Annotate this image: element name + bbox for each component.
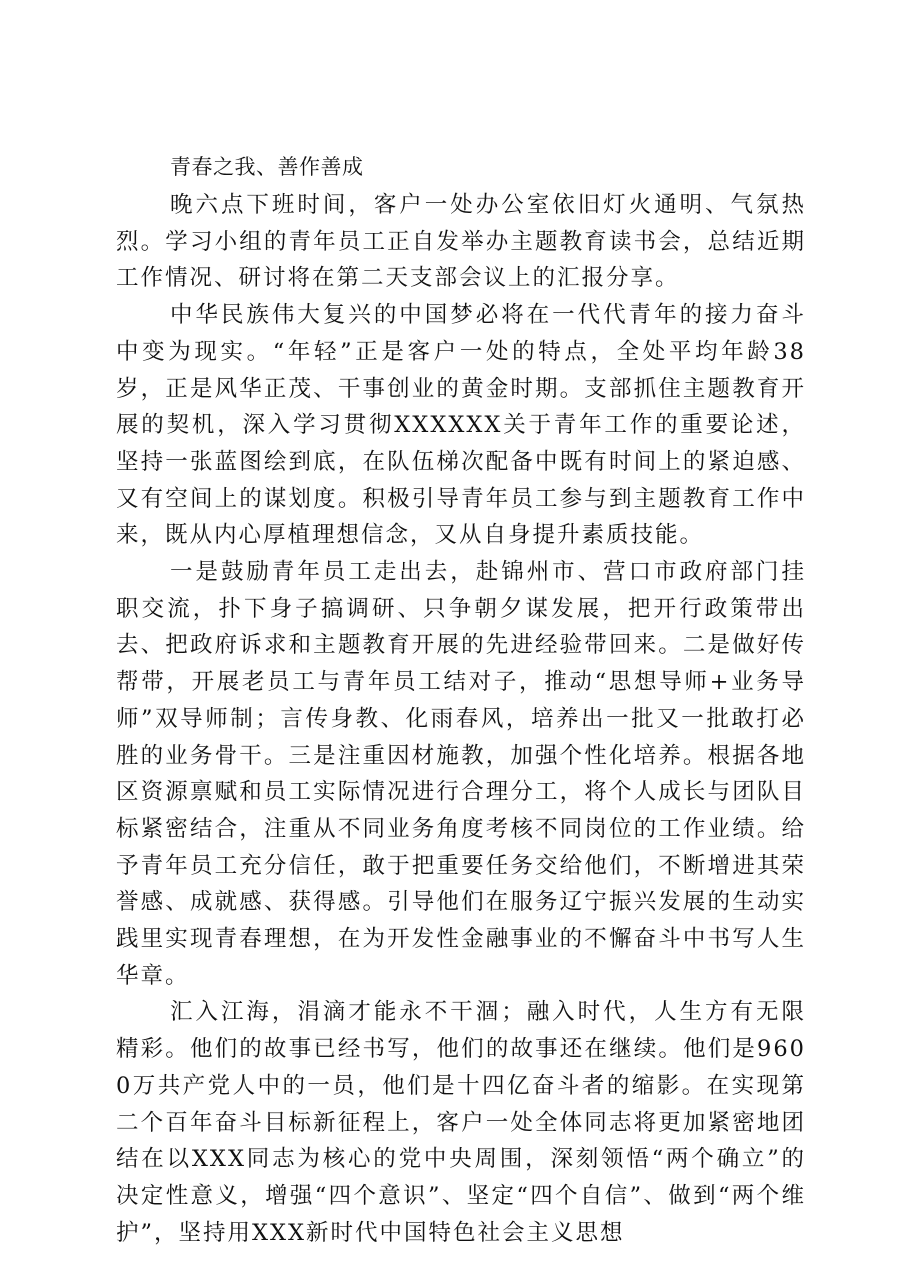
paragraph-2: 中华民族伟大复兴的中国梦必将在一代代青年的接力奋斗中变为现实。“年轻”正是客户一处的特点，全处平均年龄38岁，正是风华正茂、干事创业的黄金时期。支部抓住主题教育开展的契机，深入学习贯彻XXXXXX关于青年工作的重要论述，坚持一张蓝图绘到底，在队伍梯次配备中既有时间上的紧迫感、又有空间上的谋划度。积极引导青年员工参与到主题教育工作中来，既从内心厚植理想信念，又从自身提升素质技能。 (116, 302, 806, 549)
document-title: 青春之我、善作善成 (170, 155, 364, 179)
document-body (116, 150, 806, 1251)
paragraph-4: 汇入江海，涓滴才能永不干涸；融入时代，人生方有无限精彩。他们的故事已经书写，他们的故事还在继续。他们是9600万共产党人中的一员，他们是十四亿奋斗者的缩影。在实现第二个百年奋斗目标新征程上，客户一处全体同志将更加紧密地团结在以XXX同志为核心的党中央周围，深刻领悟“两个确立”的决定性意义，增强“四个意识”、坚定“四个自信”、做到“两个维护”，坚持用XXX新时代中国特色社会主义思想 (116, 999, 806, 1246)
paragraph-1: 晚六点下班时间，客户一处办公室依旧灯火通明、气氛热烈。学习小组的青年员工正自发举办主题教育读书会，总结近期工作情况、研讨将在第二天支部会议上的汇报分享。 (116, 192, 806, 292)
paragraph-3: 一是鼓励青年员工走出去，赴锦州市、营口市政府部门挂职交流，扑下身子搞调研、只争朝夕谋发展，把开行政策带出去、把政府诉求和主题教育开展的先进经验带回来。二是做好传帮带，开展老员工与青年员工结对子，推动“思想导师+业务导师”双导师制；言传身教、化雨春风，培养出一批又一批敢打必胜的业务骨干。三是注重因材施教，加强个性化培养。根据各地区资源禀赋和员工实际情况进行合理分工，将个人成长与团队目标紧密结合，注重从不同业务角度考核不同岗位的工作业绩。给予青年员工充分信任，敢于把重要任务交给他们，不断增进其荣誉感、成就感、获得感。引导他们在服务辽宁振兴发展的生动实践里实现青春理想，在为开发性金融事业的不懈奋斗中书写人生华章。 (116, 559, 806, 989)
